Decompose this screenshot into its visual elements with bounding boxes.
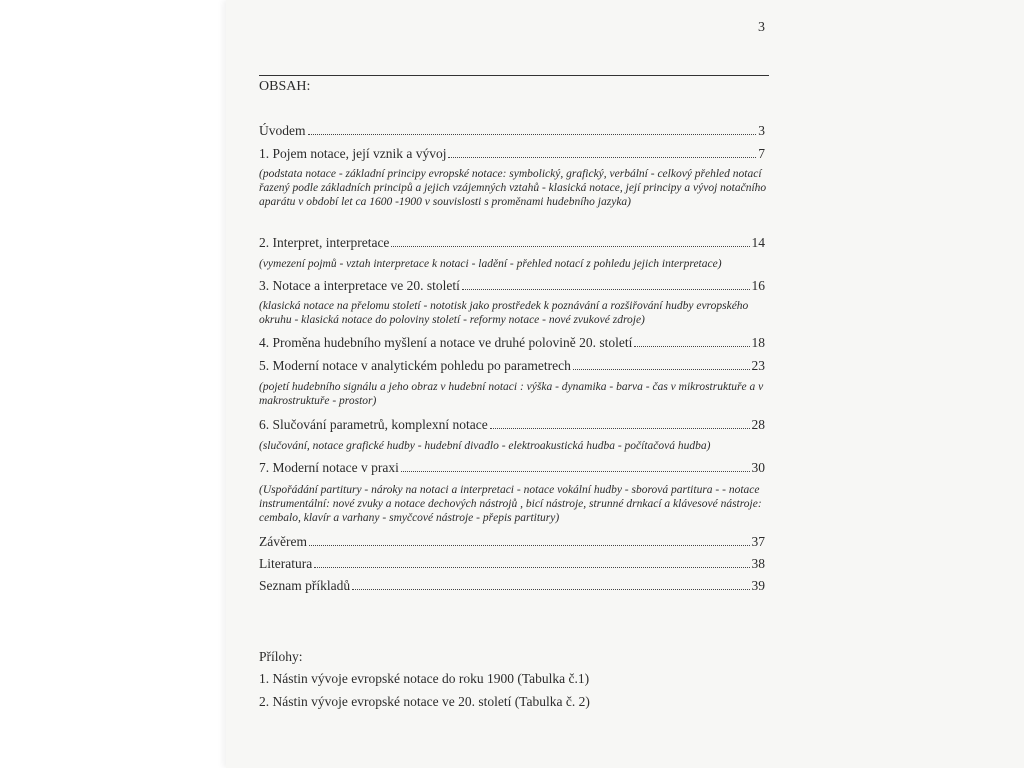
toc-entry-description: (slučování, notace grafické hudby - hudební divadlo - elektroakustická hudba - počítačová hudba) (259, 440, 711, 452)
toc-entry-2 (259, 235, 765, 251)
toc-entry-page: 38 (751, 556, 765, 571)
toc-leader (490, 428, 750, 429)
toc-leader (391, 246, 749, 247)
toc-entry-title: 3. Notace a interpretace ve 20. století (259, 278, 460, 293)
toc-entry-page: 23 (751, 358, 765, 373)
toc-entry-page: 37 (751, 534, 765, 549)
toc-leader (448, 157, 756, 158)
toc-leader (401, 471, 750, 472)
toc-entry-title: 7. Moderní notace v praxi (259, 460, 399, 475)
toc-leader (309, 545, 750, 546)
toc-entry-seznam-prikladu (259, 578, 765, 594)
toc-entry-title: Seznam příkladů (259, 578, 351, 593)
toc-entry-page: 30 (751, 460, 765, 475)
toc-entry-1 (259, 146, 765, 162)
toc-leader (352, 589, 749, 590)
toc-entry-literatura (259, 556, 765, 572)
toc-entry-title: Literatura (259, 556, 313, 571)
toc-entry-5 (259, 358, 765, 374)
toc-heading: OBSAH: (259, 79, 311, 94)
toc-entry-description: (Uspořádání partitury - nároky na notaci a interpretaci - notace vokální hudby - sborová partitura - - notace instrumentální: nové zvuky a notace dechových nástrojů , bicí nástroje, strunné drnkací a klávesové nástroje: cembalo, klavír a varhany - smyčcové nástroje - přepis partitury) (259, 484, 762, 524)
toc-entry-6 (259, 417, 765, 433)
toc-entry-4 (259, 335, 765, 351)
toc-leader (314, 567, 749, 568)
toc-entry-page: 28 (751, 417, 765, 432)
toc-entry-title: 1. Pojem notace, její vznik a vývoj (259, 146, 447, 161)
toc-entry-7 (259, 460, 765, 476)
toc-entry-description: (klasická notace na přelomu století - nototisk jako prostředek k poznávání a rozšiřování hudby evropského okruhu - klasická notace do poloviny století - reformy notace - nové zvukové zdroje) (259, 300, 749, 326)
appendix-item: 2. Nástin vývoje evropské notace ve 20. století (Tabulka č. 2) (259, 694, 590, 709)
toc-entry-title: 4. Proměna hudebního myšlení a notace ve druhé polovině 20. století (259, 335, 633, 350)
page-number: 3 (758, 20, 765, 35)
toc-leader (573, 369, 750, 370)
toc-entry-page: 3 (758, 123, 765, 138)
toc-leader (308, 134, 757, 135)
toc-entry-page: 39 (751, 578, 765, 593)
appendix-heading: Přílohy: (259, 649, 303, 664)
toc-entry-page: 7 (758, 146, 765, 161)
toc-entry-title: Závěrem (259, 534, 307, 549)
toc-entry-title: 6. Slučování parametrů, komplexní notace (259, 417, 488, 432)
toc-entry-zaverem (259, 534, 765, 550)
toc-entry-page: 16 (751, 278, 765, 293)
toc-leader (634, 346, 749, 347)
toc-leader (462, 289, 750, 290)
toc-entry-uvodem (259, 123, 765, 139)
toc-entry-description: (pojetí hudebního signálu a jeho obraz v hudební notaci : výška - dynamika - barva - čas v mikrostruktuře a v makrostruktuře - prostor) (259, 381, 764, 407)
toc-entry-description: (podstata notace - základní principy evropské notace: symbolický, grafický, verbální - celkový přehled notací řazený podle základních principů a jejich vzájemných vztahů - klasická notace, její principy a vývoj notačního aparátu v období let ca 1600 -1900 v souvislosti s proměnami hudebního jazyka) (259, 168, 767, 208)
toc-entry-title: 5. Moderní notace v analytickém pohledu po parametrech (259, 358, 571, 373)
toc-entry-title: 2. Interpret, interpretace (259, 235, 390, 250)
toc-entry-title: Úvodem (259, 123, 306, 138)
toc-entry-3 (259, 278, 765, 294)
header-rule (259, 75, 769, 76)
toc-entry-description: (vymezení pojmů - vztah interpretace k notaci - ladění - přehled notací z pohledu jejich interpretace) (259, 258, 722, 270)
toc-entry-page: 14 (751, 235, 765, 250)
toc-entry-page: 18 (751, 335, 765, 350)
appendix-item: 1. Nástin vývoje evropské notace do roku 1900 (Tabulka č.1) (259, 671, 590, 686)
